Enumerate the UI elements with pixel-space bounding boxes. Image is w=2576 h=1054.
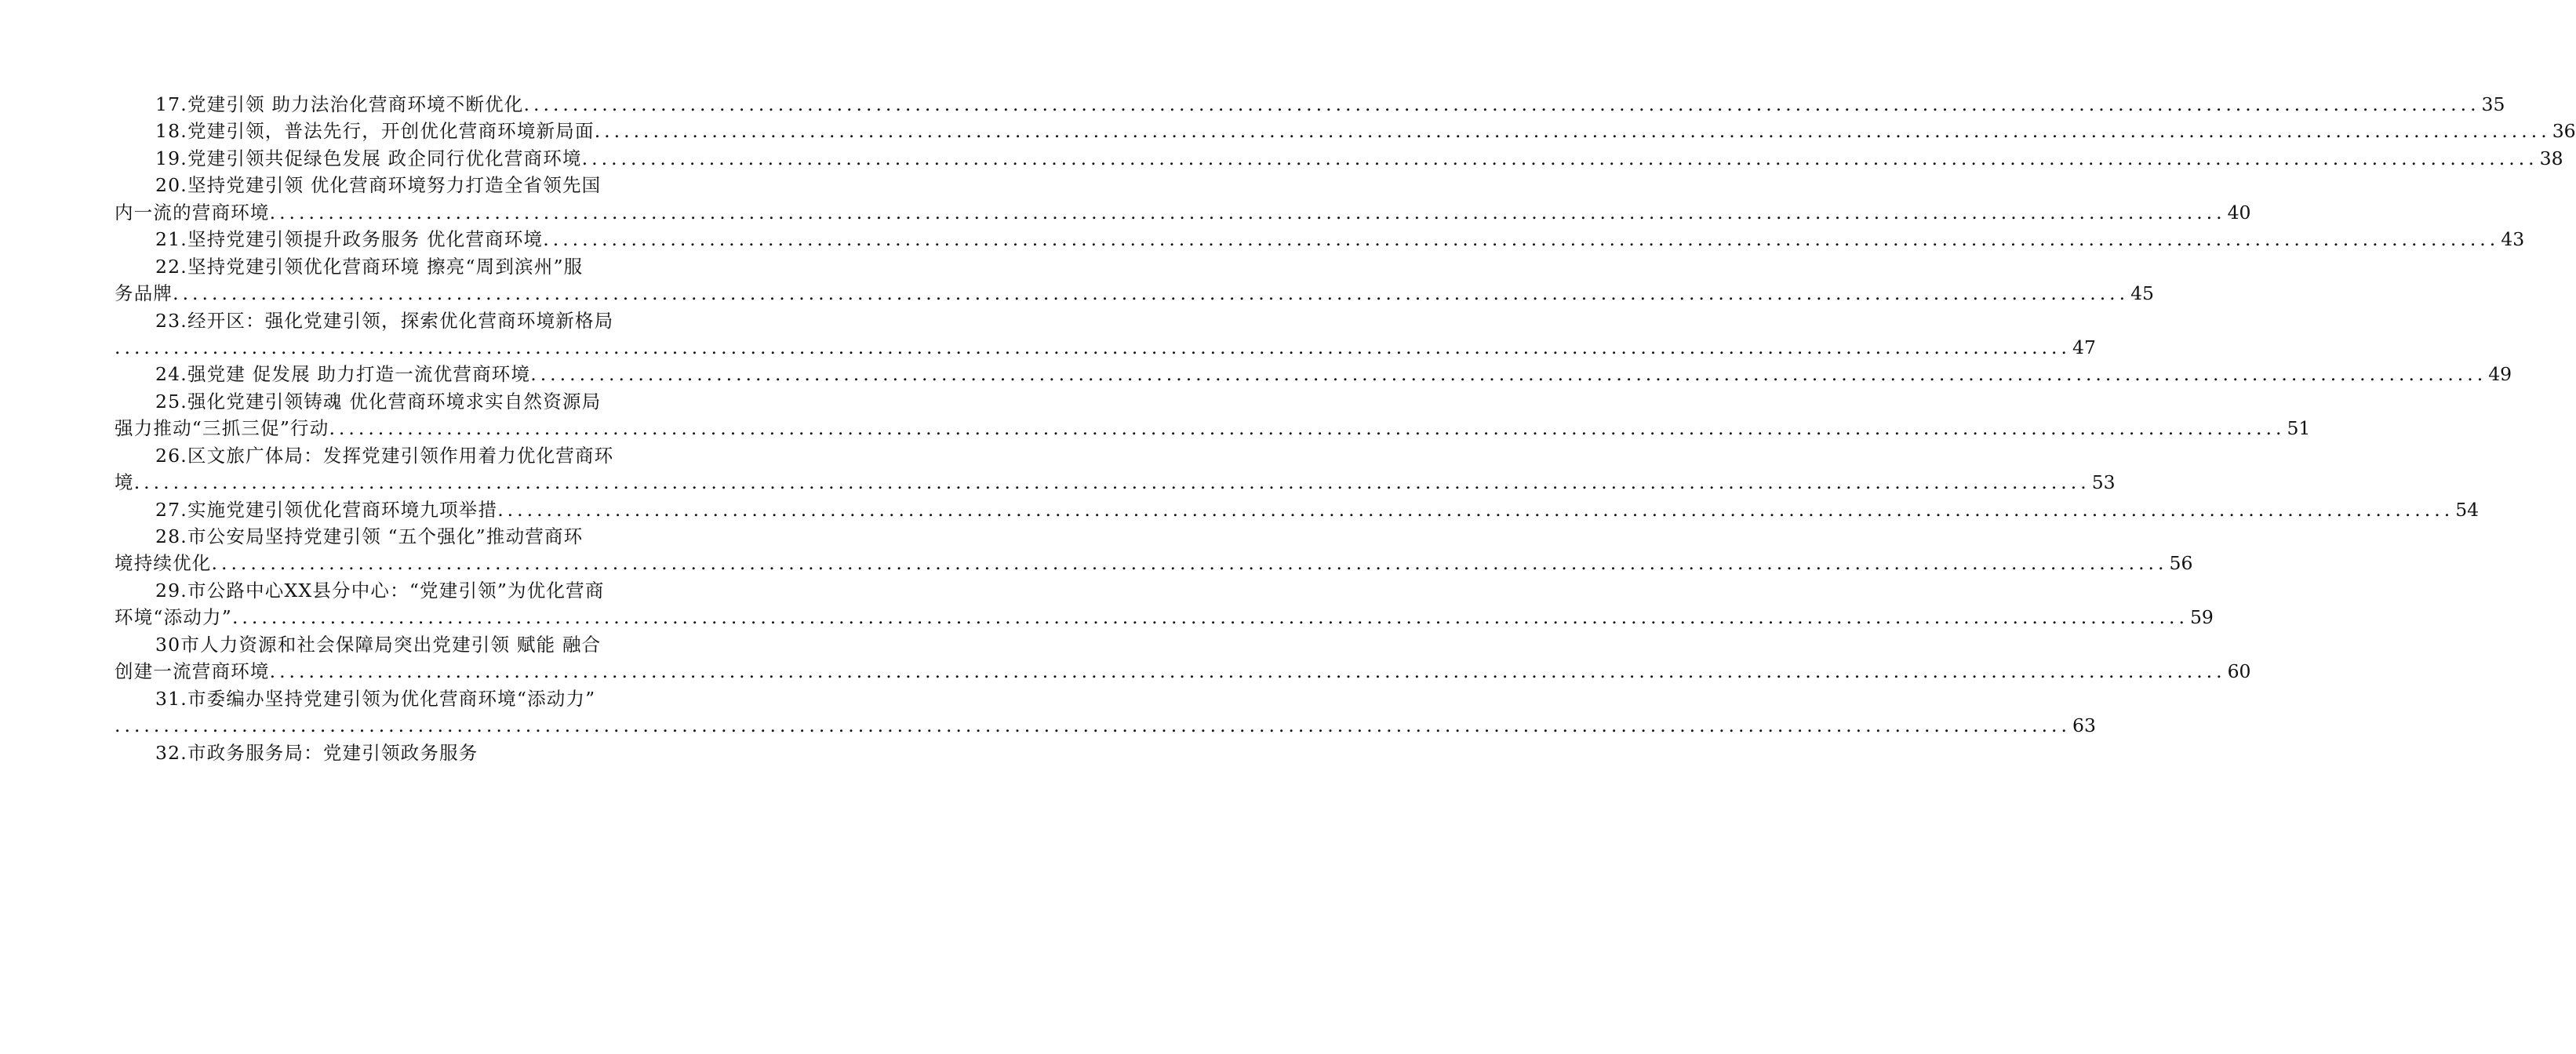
toc-entry-title-cont: 境 xyxy=(115,471,134,494)
toc-entry-line xyxy=(115,226,2525,253)
toc-entry-line xyxy=(115,496,2480,523)
toc-entry-line xyxy=(115,604,2214,631)
toc-page-number: 36 xyxy=(2552,120,2576,143)
toc-leader-dots: ........................................................................................................................................................................................................ xyxy=(133,471,2090,494)
toc-leader-dots: ........................................................................................................................................................................................................ xyxy=(269,660,2226,683)
toc-entry-line xyxy=(115,172,632,198)
toc-leader-dots: ........................................................................................................................................................................................................ xyxy=(497,498,2454,521)
toc-entry-line xyxy=(115,199,2251,226)
toc-page-number: 45 xyxy=(2130,282,2155,305)
toc-leader-dots: ........................................................................................................................................................................................................ xyxy=(594,120,2551,143)
toc-entry-line xyxy=(115,442,632,469)
toc-entry-line xyxy=(115,631,632,658)
toc-entry-line xyxy=(115,280,2155,307)
toc-page-number: 43 xyxy=(2501,228,2525,251)
toc-entry-title: 23.经开区：强化党建引领，探索优化营商环境新格局 xyxy=(155,309,614,332)
toc-leader-dots: ........................................................................................................................................................................................................ xyxy=(530,363,2487,386)
toc-entry-title: 19.党建引领共促绿色发展 政企同行优化营商环境 xyxy=(155,147,582,169)
toc-entry-line xyxy=(115,740,632,766)
toc-entry-title-cont: 务品牌 xyxy=(115,282,173,305)
toc-entry-title: 26.区文旅广体局：发挥党建引领作用着力优化营商环 xyxy=(155,444,614,467)
toc-leader-dots: ........................................................................................................................................................................................................ xyxy=(581,147,2538,169)
toc-page-number: 53 xyxy=(2091,471,2116,494)
toc-entry-title-cont: 境持续优化 xyxy=(115,552,212,575)
toc-entry-title-cont: 内一流的营商环境 xyxy=(115,201,270,224)
toc-entry-title: 27.实施党建引领优化营商环境九项举措 xyxy=(155,498,498,521)
toc-entry-title: 31.市委编办坚持党建引领为优化营商环境“添动力” xyxy=(155,687,596,710)
toc-entry-title-cont: 创建一流营商环境 xyxy=(115,660,270,683)
toc-entry-line xyxy=(115,550,2193,576)
toc-entry-title: 32.市政务服务局：党建引领政务服务 xyxy=(155,741,478,764)
toc-page-number: 38 xyxy=(2539,147,2563,169)
toc-entry-title: 17.党建引领 助力法治化营商环境不断优化 xyxy=(155,93,524,115)
toc-leader-dots: ........................................................................................................................................................................................................ xyxy=(543,228,2500,251)
toc-page-number: 49 xyxy=(2488,363,2512,386)
toc-leader-dots: ........................................................................................................................................................................................................ xyxy=(173,282,2130,305)
toc-leader-dots: ........................................................................................................................................................................................................ xyxy=(115,336,2071,358)
toc-page-number: 40 xyxy=(2227,201,2251,224)
toc-leader-dots: ........................................................................................................................................................................................................ xyxy=(523,93,2480,115)
toc-entry-line xyxy=(115,658,2251,685)
toc-entry-title: 30市人力资源和社会保障局突出党建引领 赋能 融合 xyxy=(155,633,602,656)
toc-entry-title: 28.市公安局坚持党建引领 “五个强化”推动营商环 xyxy=(155,525,584,547)
toc-entry-line xyxy=(115,685,632,712)
toc-entry-title: 18.党建引领，普法先行，开创优化营商环境新局面 xyxy=(155,120,595,143)
toc-entry-title-cont: 环境“添动力” xyxy=(115,606,232,629)
toc-page-number: 35 xyxy=(2481,93,2505,115)
toc-entry-line xyxy=(115,361,2512,387)
toc-entry-line xyxy=(115,91,2505,118)
toc-entry-line xyxy=(115,712,2096,739)
toc-entry-line xyxy=(115,253,632,280)
toc-entry-title: 20.坚持党建引领 优化营商环境努力打造全省领先国 xyxy=(155,174,602,197)
toc-page-number: 60 xyxy=(2227,660,2251,683)
toc-entry-line xyxy=(115,415,2311,442)
toc-entry-title: 29.市公路中心XX县分中心：“党建引领”为优化营商 xyxy=(155,579,605,602)
toc-page-number: 56 xyxy=(2169,552,2193,575)
toc-leader-dots: ........................................................................................................................................................................................................ xyxy=(211,552,2168,575)
toc-page-number: 63 xyxy=(2072,714,2096,737)
toc-page-number: 47 xyxy=(2072,336,2096,358)
table-of-contents xyxy=(115,91,2576,766)
toc-entry-title: 24.强党建 促发展 助力打造一流优营商环境 xyxy=(155,363,531,386)
toc-entry-line xyxy=(115,577,632,604)
toc-leader-dots: ........................................................................................................................................................................................................ xyxy=(269,201,2226,224)
toc-page-number: 59 xyxy=(2189,606,2214,629)
toc-leader-dots: ........................................................................................................................................................................................................ xyxy=(115,714,2071,737)
toc-page-number: 54 xyxy=(2455,498,2480,521)
toc-entry-line xyxy=(115,469,2116,496)
toc-entry-title-cont: 强力推动“三抓三促”行动 xyxy=(115,417,329,440)
toc-entry-line xyxy=(115,118,2576,144)
toc-entry-line xyxy=(115,334,2096,361)
toc-entry-title: 25.强化党建引领铸魂 优化营商环境求实自然资源局 xyxy=(155,390,602,413)
toc-leader-dots: ........................................................................................................................................................................................................ xyxy=(329,417,2286,440)
toc-entry-line xyxy=(115,145,2563,172)
toc-entry-line xyxy=(115,523,632,550)
toc-entry-line xyxy=(115,307,632,334)
toc-leader-dots: ........................................................................................................................................................................................................ xyxy=(231,606,2189,629)
toc-entry-title: 21.坚持党建引领提升政务服务 优化营商环境 xyxy=(155,228,544,251)
toc-page-number: 51 xyxy=(2287,417,2311,440)
toc-entry-title: 22.坚持党建引领优化营商环境 擦亮“周到滨州”服 xyxy=(155,255,584,278)
toc-entry-line xyxy=(115,388,632,415)
